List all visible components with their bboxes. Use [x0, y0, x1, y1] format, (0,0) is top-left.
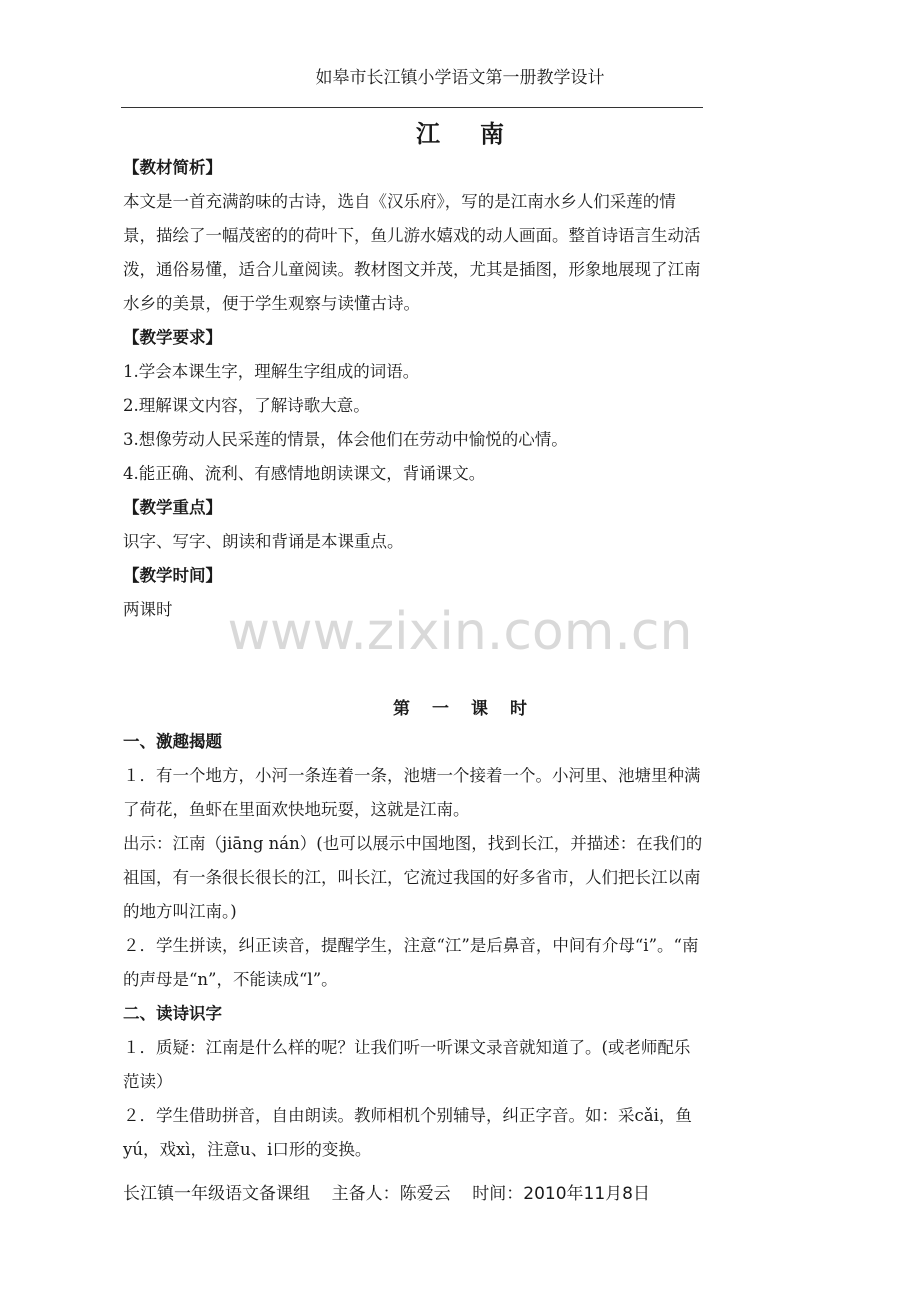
- lesson-title: 第一课时: [393, 699, 549, 719]
- header-divider: [121, 107, 703, 108]
- intro-paragraph: ２．学生拼读，纠正读音，提醒学生，注意“江”是后鼻音，中间有介母“i”。“南的声母是“n”，不能读成“l”。: [123, 936, 699, 989]
- lesson-one-body: [123, 725, 703, 1167]
- requirement-item: 3.想像劳动人民采莲的情景，体会他们在劳动中愉悦的心情。: [123, 430, 568, 449]
- part-heading-reading: 二、读诗识字: [123, 1004, 222, 1023]
- requirement-item: 4.能正确、流利、有感情地朗读课文，背诵课文。: [123, 464, 486, 483]
- reading-paragraph: １．质疑：江南是什么样的呢？让我们听一听课文录音就知道了。(或老师配乐范读）: [123, 1038, 691, 1091]
- reading-paragraph: ２．学生借助拼音，自由朗读。教师相机个别辅导，纠正字音。如：采cǎi，鱼yú，戏xì，注意u、i口形的变换。: [123, 1106, 692, 1159]
- page-header: 如皋市长江镇小学语文第一册教学设计: [315, 68, 605, 88]
- lesson-overview: [123, 151, 703, 627]
- footer-date: 时间：2010年11月8日: [472, 1184, 650, 1204]
- document-title: 江南: [416, 120, 544, 148]
- focus-paragraph: 识字、写字、朗读和背诵是本课重点。: [123, 532, 404, 551]
- page-footer: [123, 1179, 743, 1204]
- section-heading-analysis: 【教材简析】: [123, 158, 222, 177]
- part-heading-intro: 一、激趣揭题: [123, 732, 222, 751]
- section-heading-focus: 【教学重点】: [123, 498, 222, 517]
- analysis-paragraph: 本文是一首充满韵味的古诗，选自《汉乐府》，写的是江南水乡人们采莲的情景，描绘了一幅茂密的的荷叶下，鱼儿游水嬉戏的动人画面。整首诗语言生动活泼，通俗易懂，适合儿童阅读。教材图文并茂，尤其是插图，形象地展现了江南水乡的美景，便于学生观察与读懂古诗。: [123, 192, 701, 313]
- requirement-item: 1.学会本课生字，理解生字组成的词语。: [123, 362, 420, 381]
- watermark: www.zixin.com.cn: [227, 602, 693, 662]
- footer-group: 长江镇一年级语文备课组: [123, 1184, 310, 1204]
- intro-paragraph: 出示：江南（jiāng nán）(也可以展示中国地图，找到长江，并描述：在我们的祖国，有一条很长很长的江，叫长江，它流过我国的好多省市，人们把长江以南的地方叫江南。): [123, 834, 703, 921]
- intro-paragraph: １．有一个地方，小河一条连着一条，池塘一个接着一个。小河里、池塘里种满了荷花，鱼虾在里面欢快地玩耍，这就是江南。: [123, 766, 701, 819]
- requirement-item: 2.理解课文内容，了解诗歌大意。: [123, 396, 370, 415]
- section-heading-time: 【教学时间】: [123, 566, 222, 585]
- footer-author: 主备人：陈爱云: [331, 1184, 451, 1204]
- time-paragraph: 两课时: [123, 600, 173, 619]
- section-heading-requirements: 【教学要求】: [123, 328, 222, 347]
